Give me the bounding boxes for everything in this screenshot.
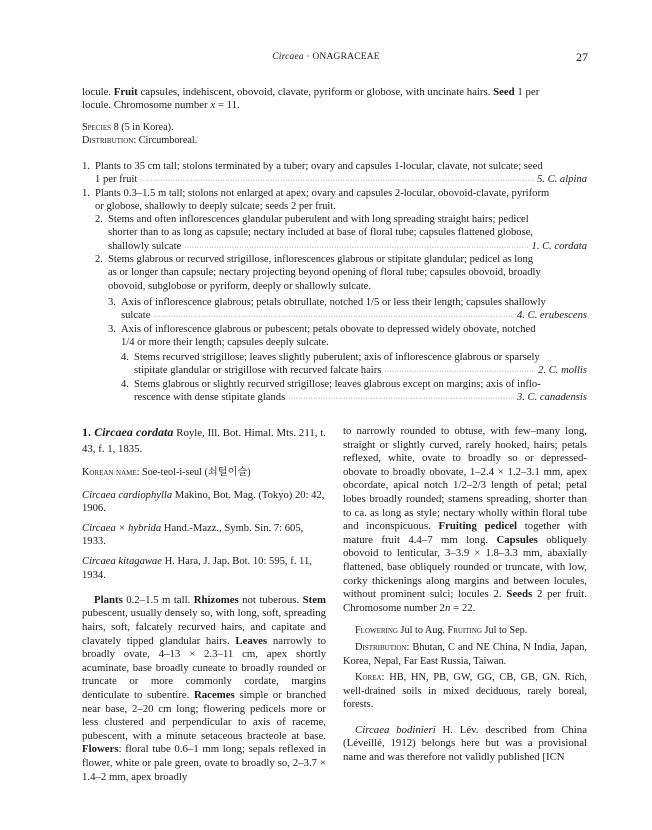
synonym — [82, 522, 326, 548]
species-authority: Royle, Ill. Bot. Himal. Mts. 211, t. 43, f. 1, 1835. — [82, 427, 327, 455]
key-text: Plants to 35 cm tall; stolons terminated by a tuber; ovary and capsules 1-locular, clavate, not sulcate; seed — [95, 161, 543, 172]
intro-line-2 — [82, 99, 587, 112]
korean-name-value: : Soe-teol-i-seul (쇠털이슬) — [136, 467, 251, 478]
key-text: rescence with dense stipitate glands — [134, 392, 286, 404]
synonym — [82, 489, 326, 515]
distribution-value: : Bhutan, C and NE China, N India, Japan, Korea, Nepal, Far East Russia, Taiwan. — [343, 641, 587, 667]
key-text: Axis of inflorescence glabrous; petals obtrullate, notched 1/5 or less their length; capsules shallowly — [121, 297, 546, 308]
flowers-label: Flowers — [82, 743, 119, 756]
stem-label: Stem — [302, 593, 326, 606]
chromosome-n: n — [444, 601, 451, 614]
header-genus: Circaea — [272, 52, 304, 62]
synonym-name: Circaea × hybrida — [82, 523, 162, 534]
key-lead — [82, 160, 587, 189]
seed-text: 1 per — [514, 86, 540, 98]
korea-distribution — [343, 671, 587, 712]
key-lead — [95, 213, 587, 255]
description-paragraph — [82, 594, 326, 784]
key-result: 3. C. canadensis — [516, 392, 587, 404]
key-text: as or longer than capsule; nectary projecting beyond opening of floral tube; capsules obovoid, broadly — [108, 267, 541, 279]
key-lead — [121, 378, 587, 407]
header-separator: · — [303, 52, 313, 62]
key-number: 2. — [95, 214, 103, 225]
key-text: Axis of inflorescence glabrous or pubescent; petals obovate to depressed widely obovate, notched — [121, 324, 536, 335]
key-text: obovoid, subglobose or pyriform, deeply or shallowly sulcate. — [108, 280, 372, 292]
distribution — [343, 641, 587, 668]
distribution-label: Distribution — [355, 641, 407, 653]
key-number: 2. — [95, 254, 103, 265]
key-text: sulcate — [121, 310, 151, 322]
korea-label: Korea — [355, 672, 382, 684]
key-number: 4. — [121, 379, 129, 390]
fruiting-pedicel-label: Fruiting pedicel — [438, 520, 517, 533]
leaves-label: Leaves — [235, 634, 268, 647]
running-header — [0, 52, 652, 62]
key-number: 1. — [82, 188, 90, 199]
species-line — [82, 121, 587, 134]
note-text: H. Lév. described from China (Léveillé, 1912) belongs here but was a provisional name and was therefore not validly published [ICN — [343, 723, 587, 764]
key-lead — [108, 323, 587, 350]
capsules-label: Capsules — [496, 533, 538, 546]
key-result: 5. C. alpina — [536, 174, 587, 186]
key-text: Stems and often inflorescences glandular puberulent and with long spreading straight hairs; pedicel — [108, 214, 529, 225]
flowers-text: : floral tube 0.6–1 mm long; sepals reflexed in flower, white or pale green, ovate to broadly so, 2–3.7 × 1.4–2 mm, apex broadly — [82, 743, 326, 783]
species-title — [82, 425, 326, 457]
korean-name — [82, 466, 326, 480]
fruiting-value: Jul to Sep. — [481, 625, 528, 637]
header-family: ONAGRACEAE — [312, 52, 380, 62]
key-text: stipitate glandular or strigillose with recurved falcate hairs — [134, 365, 382, 377]
chromosome-text: locule. Chromosome number — [82, 99, 211, 112]
key-lead — [108, 296, 587, 325]
phenology — [343, 624, 587, 638]
key-text: 1/4 or more their length; capsules deeply sulcate. — [121, 337, 329, 349]
key-lead — [121, 351, 587, 380]
genus-summary — [82, 121, 587, 147]
distribution-value: : Circumboreal. — [133, 135, 198, 147]
korea-value: : HB, HN, PB, GW, GG, CB, GB, GN. Rich, well-drained soils in mixed deciduous, rarely boreal, forests. — [343, 672, 587, 711]
plants-text: 0.2–1.5 m tall. — [122, 593, 194, 606]
synonym-name: Circaea cardiophylla — [82, 489, 173, 501]
key-number: 4. — [121, 352, 129, 363]
synonym-authority: Hand.-Mazz., Symb. Sin. 7: 605, 1933. — [82, 523, 304, 548]
fruiting-pedicel-text: together with mature fruit 4.4–7 mm long. — [343, 520, 587, 546]
seed-label: Seed — [493, 86, 515, 98]
key-number: 3. — [108, 297, 116, 308]
fruiting-label: Fruiting — [447, 625, 482, 637]
seeds-text: 2 per fruit. Chromosome number 2 — [343, 588, 587, 614]
species-value: 8 (5 in Korea). — [111, 122, 174, 133]
flowering-label: Flowering — [355, 625, 398, 637]
leaves-text: narrowly to broadly ovate, 4–13 × 2.3–11 cm, apex shortly acuminate, base broadly cuneate to broadly rounded or truncate or more commonly cordate, margins denticulate to subentire. — [82, 634, 326, 701]
key-number: 1. — [82, 161, 90, 172]
nomenclature-note — [343, 724, 587, 765]
key-text: 1 per fruit — [95, 174, 138, 186]
key-result: 1. C. cordata — [531, 240, 587, 252]
flower-text: to narrowly rounded to obtuse, with few–many long, straight or slightly curved, rarely hooked, hairs; petals reflexed, white, ovate to broadly so or depressed-obovate to broadly obovate, 1–2.4 × 1.2–3.1 mm, apex obcordate, apical notch 1/2–2/3 length of petal; petal lobes broadly rounded; stamens spreading, shorter than to ca. as long as style; nectary wholly within floral tube and inconspicuous. — [343, 425, 587, 533]
leader-dots — [288, 393, 514, 406]
flowering-value: Jul to Aug. — [398, 625, 448, 637]
species-label: Species — [82, 122, 112, 133]
racemes-text: simple or branched near base, 2–20 cm long; flowering pedicels more or less clustered and perpendicular to axis of raceme, pubescent, with a minute setaceous bracteole at base. — [82, 688, 326, 742]
species-name: Circaea cordata — [94, 425, 174, 439]
synonym — [82, 555, 326, 581]
description-continued — [343, 425, 587, 615]
chromosome-value: = 22. — [450, 601, 476, 614]
key-number: 3. — [108, 324, 116, 335]
key-text: or globose, shallowly to deeply sulcate; seeds 2 per fruit. — [95, 201, 336, 213]
species-account-right — [343, 425, 587, 765]
synonym-authority: Makino, Bot. Mag. (Tokyo) 20: 42, 1906. — [82, 489, 325, 514]
distribution-label: Distribution — [82, 135, 134, 147]
korean-name-label: Korean name — [82, 467, 137, 478]
key-text: Stems recurved strigillose; leaves slightly puberulent; axis of inflorescence glabrous or sparsely — [134, 352, 540, 363]
key-text: shallowly sulcate — [108, 240, 182, 252]
key-result-line — [121, 391, 587, 406]
chromosome-x: x — [210, 99, 216, 112]
key-text: Plants 0.3–1.5 m tall; stolons not enlarged at apex; ovary and capsules 2-locular, obovoid-clavate, pyriform — [95, 188, 550, 199]
key-text: Stems glabrous or slightly recurved strigillose; leaves glabrous except on margins; axis of inflo- — [134, 379, 541, 390]
species-number: 1. — [82, 425, 95, 439]
genus-intro — [82, 86, 587, 113]
capsules-text: obliquely obovoid to lenticular, 3–3.9 × 1.8–3.3 mm, abaxially flattened, base obliquely rounded or truncate, with low, corky thickenings along margins and between locules, without prominent sulci; locules 2. — [343, 533, 588, 601]
intro-line-1 — [82, 86, 587, 99]
synonym-authority: H. Hara, J. Jap. Bot. 10: 595, f. 11, 1934. — [82, 556, 312, 581]
rhizomes-text: not tuberous. — [238, 593, 303, 606]
key-lead — [95, 253, 587, 293]
species-account-left — [82, 425, 326, 784]
key-lead — [82, 187, 587, 214]
chromosome-value: = 11. — [215, 99, 240, 112]
key-text: shorter than to as long as capsule; nectary included at base of floral tube; capsules flattened globose, — [108, 227, 534, 239]
key-result: 2. C. mollis — [538, 365, 587, 377]
seeds-label: Seeds — [506, 588, 533, 601]
stem-text: pubescent, usually densely so, with long, soft, spreading hairs, soft, falcately recurved hairs, and capitate and clavately tipped glandular hairs. — [82, 607, 326, 647]
fruit-label: Fruit — [113, 86, 138, 98]
racemes-label: Racemes — [193, 688, 235, 701]
intro-text: locule. — [82, 86, 114, 98]
fruit-text: capsules, indehiscent, obovoid, clavate, pyriform or globose, with uncinate hairs. — [137, 86, 494, 98]
rhizomes-label: Rhizomes — [193, 593, 239, 606]
synonym-name: Circaea kitagawae — [82, 556, 162, 568]
key-text: Stems glabrous or recurved strigillose, inflorescences glabrous or stipitate glandular; pedicel as long — [108, 254, 534, 265]
page-number: 27 — [576, 50, 588, 64]
distribution-line — [82, 134, 587, 147]
plants-label: Plants — [94, 593, 123, 606]
note-name: Circaea bodinieri — [355, 723, 436, 736]
key-result: 4. C. erubescens — [516, 310, 587, 322]
